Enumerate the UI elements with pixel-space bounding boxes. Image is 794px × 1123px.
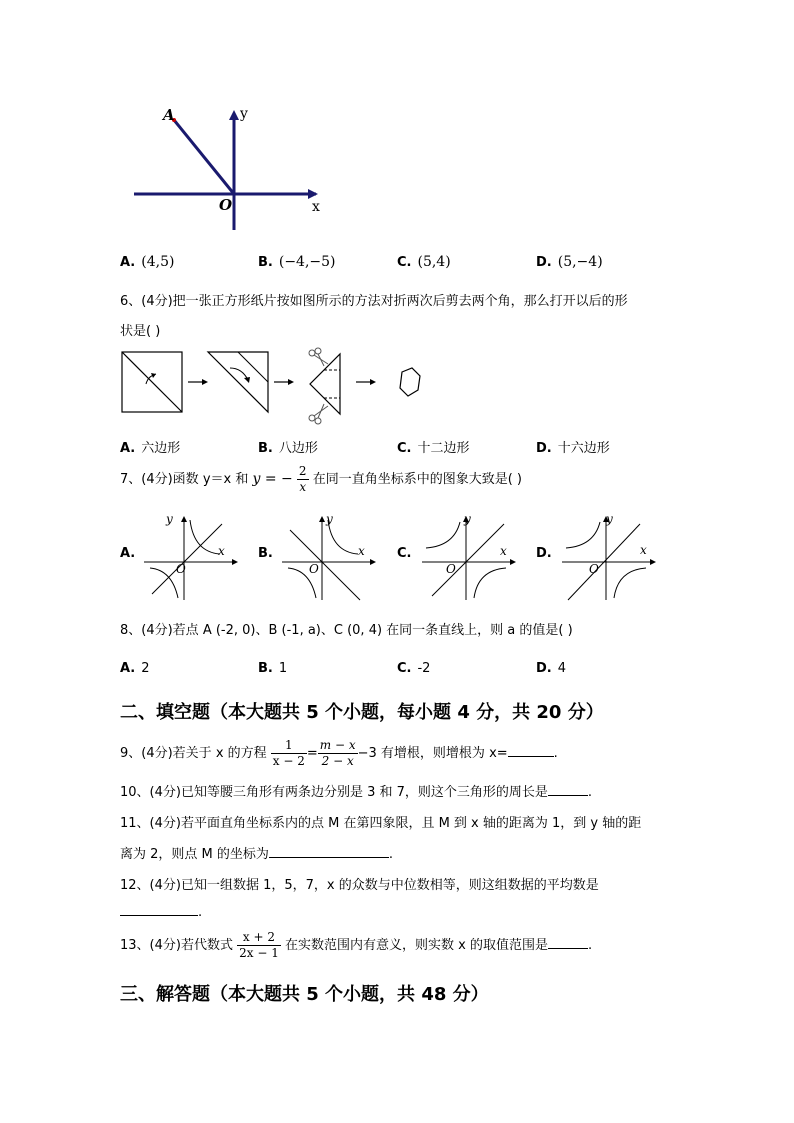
scissors-icon [309, 348, 328, 366]
q7-graph-d-y-label: y [606, 512, 613, 526]
q13-answer-blank[interactable] [548, 948, 588, 949]
q5-option-d[interactable]: D. (5,−4) [536, 254, 603, 270]
q13-question: 13、(4分)若代数式 $\frac{x + 2}{2x - 1}$ 在实数范围内有意义，则实数 x 的取值范围是 . [120, 930, 593, 960]
q7-graph-a-y-label: y [166, 512, 173, 526]
q5-point-label: A [163, 106, 175, 124]
q8-option-a[interactable]: A. 2 [120, 661, 150, 676]
q11-answer-blank[interactable] [269, 857, 389, 858]
q7-graph-a-origin: O [176, 562, 186, 576]
q5-option-a[interactable]: A. (4,5) [120, 254, 175, 270]
q7-graph-a-x-label: x [218, 544, 225, 558]
q6-folding-figure [118, 346, 438, 426]
q12-answer-line: . [120, 905, 202, 920]
q11-question-line2: 离为 2，则点 M 的坐标为 . [120, 847, 394, 862]
section-fill-in-heading: 二、填空题（本大题共 5 个小题，每小题 4 分，共 20 分） [120, 702, 604, 723]
q5-x-axis-label: x [312, 199, 320, 215]
q9-question: 9、(4分)若关于 x 的方程 $\frac{1}{x - 2}$ = $\frac{m - x}{2 - x}$ −3 有增根，则增根为 x= . [120, 738, 558, 768]
q7-graph-a[interactable] [142, 512, 242, 602]
q8-question: 8、(4分)若点 A (-2, 0)、B (-1, a)、C (0, 4) 在同一条直线上，则 a 的值是( ) [120, 623, 573, 638]
q8-option-c[interactable]: C. -2 [397, 661, 431, 676]
q7-graph-c-x-label: x [500, 544, 507, 558]
q7-graph-b-y-label: y [326, 512, 333, 526]
q5-coordinate-figure [130, 104, 330, 234]
q6-option-a[interactable]: A. 六边形 [120, 441, 181, 456]
q7-graph-b-x-label: x [358, 544, 365, 558]
q5-option-b[interactable]: B. (−4,−5) [258, 254, 336, 270]
q6-option-b[interactable]: B. 八边形 [258, 441, 318, 456]
q7-option-c[interactable]: C. [397, 546, 412, 561]
q7-graph-d-origin: O [589, 562, 599, 576]
scissors-icon [309, 404, 328, 424]
section-solution-heading: 三、解答题（本大题共 5 个小题，共 48 分） [120, 984, 489, 1005]
q7-graph-c-origin: O [446, 562, 456, 576]
q6-option-c[interactable]: C. 十二边形 [397, 441, 470, 456]
q7-option-d[interactable]: D. [536, 546, 552, 561]
q11-question-line1: 11、(4分)若平面直角坐标系内的点 M 在第四象限，且 M 到 x 轴的距离为 1，到 y 轴的距 [120, 816, 642, 831]
q7-question: 7、(4分)函数 y＝x 和 y = − $\frac{2}{x}$ 在同一直角坐标系中的图象大致是( ) [120, 464, 522, 494]
q5-y-axis-label: y [240, 106, 248, 122]
q5-origin-label: O [219, 196, 233, 214]
q8-option-d[interactable]: D. 4 [536, 661, 567, 676]
q7-graph-b-origin: O [309, 562, 319, 576]
q7-graph-c-y-label: y [464, 512, 471, 526]
q6-option-d[interactable]: D. 十六边形 [536, 441, 610, 456]
q9-answer-blank[interactable] [508, 756, 554, 757]
q10-question: 10、(4分)已知等腰三角形有两条边分别是 3 和 7，则这个三角形的周长是 . [120, 785, 593, 800]
q5-option-c[interactable]: C. (5,4) [397, 254, 451, 270]
q12-question: 12、(4分)已知一组数据 1，5，7，x 的众数与中位数相等，则这组数据的平均数是 [120, 878, 599, 893]
q6-question-line1: 6、(4分)把一张正方形纸片按如图所示的方法对折两次后剪去两个角，那么打开以后的形 [120, 294, 628, 309]
q6-question-line2: 状是( ) [120, 324, 161, 339]
q7-option-b[interactable]: B. [258, 546, 273, 561]
q12-answer-blank[interactable] [120, 915, 198, 916]
q8-option-b[interactable]: B. 1 [258, 661, 288, 676]
q7-option-a[interactable]: A. [120, 546, 136, 561]
q10-answer-blank[interactable] [548, 795, 588, 796]
q7-graph-d-x-label: x [640, 543, 647, 557]
